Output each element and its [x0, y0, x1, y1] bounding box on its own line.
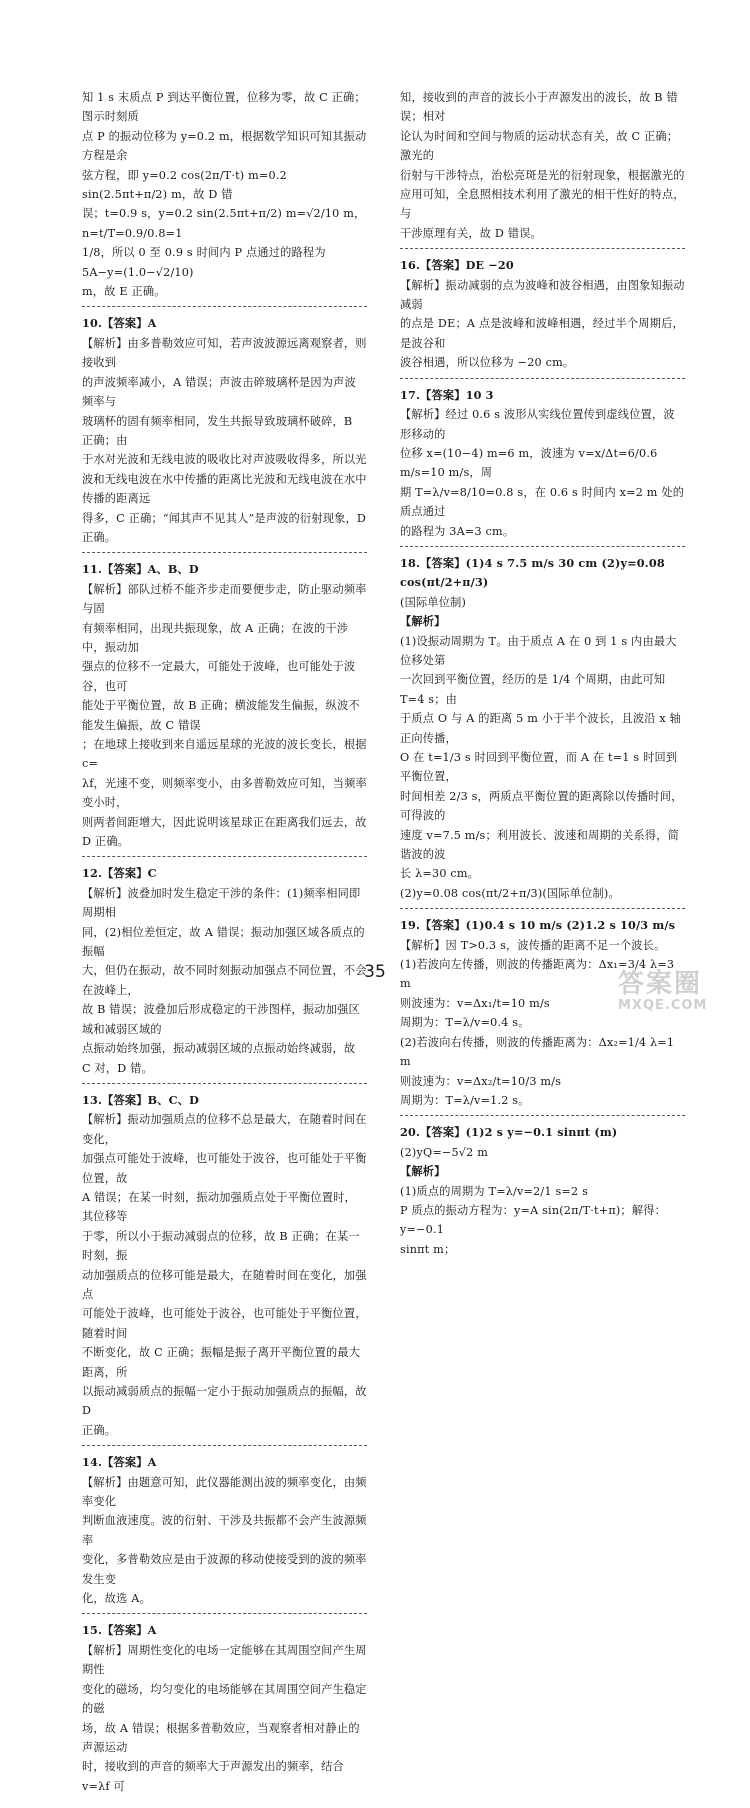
- text-line: ；在地球上接收到来自遥远星球的光波的波长变长，根据 c=: [82, 738, 367, 771]
- text-line: 周期为：T=λ/v=1.2 s。: [400, 1093, 530, 1107]
- text-line: 1/8，所以 0 至 0.9 s 时间内 P 点通过的路程为 5A−y=(1.0−√2/10): [82, 246, 326, 279]
- text-line: 场，故 A 错误；根据多普勒效应，当观察者相对静止的声源运动: [82, 1721, 360, 1754]
- text-line: 【解析】振动加强质点的位移不总是最大，在随着时间在变化，: [82, 1113, 367, 1146]
- q19-answer: 19.【答案】(1)0.4 s 10 m/s (2)1.2 s 10/3 m/s: [400, 918, 676, 933]
- q15-answer: 15.【答案】A: [82, 1623, 157, 1638]
- text-line: (2)若波向右传播，则波的传播距离为：Δx₂=1/4 λ=1 m: [400, 1035, 675, 1069]
- text-line: 变化的磁场，均匀变化的电场能够在其周围空间产生稳定的磁: [82, 1682, 367, 1716]
- q11-answer: 11.【答案】A、B、D: [82, 562, 199, 577]
- q13-block: [82, 1091, 367, 1446]
- text-line: 【解析】周期性变化的电场一定能够在其周围空间产生周期性: [82, 1643, 367, 1677]
- text-line: 玻璃杯的固有频率相同，发生共振导致玻璃杯破碎，B 正确；由: [82, 414, 353, 447]
- text-line: λf，光速不变，则频率变小，由多普勒效应可知，当频率变小时，: [82, 776, 367, 810]
- text-line: 的点是 DE；A 点是波峰和波峰相遇，经过半个周期后，是波谷和: [400, 317, 684, 350]
- text-line: (1)质点的周期为 T=λ/v=2/1 s=2 s: [400, 1184, 589, 1198]
- text-line: 则波速为：v=Δx₁/t=10 m/s: [400, 996, 550, 1010]
- text-line: 论认为时间和空间与物质的运动状态有关，故 C 正确；激光的: [400, 129, 679, 163]
- text-line: 【解析】: [400, 1164, 446, 1179]
- text-line: 化，故选 A。: [82, 1592, 151, 1606]
- q10-answer: 10.【答案】A: [82, 316, 157, 331]
- text-line: 应用可知，全息照相技术利用了激光的相干性好的特点，与: [400, 188, 685, 221]
- left-column: [82, 88, 367, 1808]
- text-line: 衍射与干涉特点，治松亮斑是光的衍射现象，根据激光的: [400, 168, 685, 182]
- text-line: 位移 x=(10−4) m=6 m，波速为 v=x/Δt=6/0.6 m/s=10 m/s，周: [400, 446, 658, 480]
- text-line: 强点的位移不一定最大，可能处于波峰，也可能处于波谷，也可: [82, 660, 356, 693]
- text-line: 点振动始终加强，振动减弱区域的点振动始终减弱，故 C 对，D 错。: [82, 1042, 356, 1075]
- text-line: 不断变化，故 C 正确；振幅是振子离开平衡位置的最大距离，所: [82, 1346, 361, 1379]
- text-line: 时间相差 2/3 s，两质点平衡位置的距离除以传播时间，可得波的: [400, 789, 683, 823]
- text-line: (1)若波向左传播，则波的传播距离为：Δx₁=3/4 λ=3 m: [400, 958, 675, 991]
- text-line: 【解析】: [400, 614, 446, 629]
- q18-answer-unit: (国际单位制): [400, 595, 467, 609]
- text-line: 则两者间距增大，因此说明该星球正在距离我们远去，故 D 正确。: [82, 815, 367, 849]
- text-line: 则波速为：v=Δx₂/t=10/3 m/s: [400, 1074, 562, 1088]
- text-line: 大，但仍在振动，故不同时刻振动加强点不同位置，不会在波峰上，: [82, 964, 367, 997]
- text-line: 故 B 错误；波叠加后形成稳定的干涉图样，振动加强区域和减弱区域的: [82, 1003, 360, 1036]
- q17-answer: 17.【答案】10 3: [400, 387, 494, 402]
- text-line: (2)y=0.08 cos(πt/2+π/3)(国际单位制)。: [400, 886, 620, 900]
- text-line: 有频率相同，出现共振现象，故 A 正确；在波的干涉中，振动加: [82, 621, 349, 654]
- text-line: 一次回到平衡位置，经历的是 1/4 个周期，由此可知 T=4 s；由: [400, 673, 666, 706]
- page-number: 35: [364, 962, 386, 982]
- q15-block: [82, 1621, 367, 1801]
- watermark-logo: [618, 970, 736, 1014]
- text-line: m，故 E 正确。: [82, 285, 166, 299]
- text-line: (1)设振动周期为 T。由于质点 A 在 0 到 1 s 内由最大位移处第: [400, 634, 677, 667]
- text-line: 长 λ=30 cm。: [400, 867, 480, 881]
- text-line: 以振动减弱质点的振幅一定小于振动加强质点的振幅，故 D: [82, 1385, 367, 1418]
- text-line: 能处于平衡位置，故 B 正确；横波能发生偏振，纵波不能发生偏振，故 C 错误: [82, 699, 360, 732]
- q19-block: [400, 916, 685, 1116]
- text-line: O 在 t=1/3 s 时回到平衡位置，而 A 在 t=1 s 时回到平衡位置，: [400, 751, 678, 784]
- q16-block: [400, 256, 685, 378]
- text-line: 同，(2)相位差恒定，故 A 错误；振动加强区域各质点的振幅: [82, 925, 365, 959]
- text-line: 波谷相遇，所以位移为 −20 cm。: [400, 356, 575, 370]
- text-line: 【解析】由题意可知，此仪器能测出波的频率变化，由频率变化: [82, 1475, 367, 1509]
- q14-block: [82, 1453, 367, 1614]
- right-column: [400, 88, 685, 1271]
- text-line: A 错误；在某一时刻，振动加强质点处于平衡位置时，其位移等: [82, 1190, 356, 1224]
- q10-block: [82, 314, 367, 553]
- text-line: 正确。: [82, 1423, 117, 1437]
- q13-answer: 13.【答案】B、C、D: [82, 1092, 200, 1107]
- text-line: 【解析】经过 0.6 s 波形从实线位置传到虚线位置，波形移动的: [400, 408, 675, 441]
- q11-block: [82, 560, 367, 857]
- q9-continuation: [82, 88, 367, 307]
- text-line: 弦方程，即 y=0.2 cos(2π/T·t) m=0.2 sin(2.5πt+π/2) m，故 D 错: [82, 168, 287, 202]
- text-line: 周期为：T=λ/v=0.4 s。: [400, 1016, 530, 1030]
- text-line: 于零，所以小于振动减弱点的位移，故 B 正确；在某一时刻，振: [82, 1229, 360, 1263]
- q20-answer: 20.【答案】(1)2 s y=−0.1 sinπt (m): [400, 1125, 618, 1140]
- text-line: 于质点 O 与 A 的距离 5 m 小于半个波长，且波沿 x 轴正向传播，: [400, 712, 682, 745]
- text-line: 期 T=λ/v=8/10=0.8 s，在 0.6 s 时间内 x=2 m 处的质点通过: [400, 485, 685, 519]
- q20-block: [400, 1123, 685, 1264]
- text-line: 的声波频率减小，A 错误；声波击碎玻璃杯是因为声波频率与: [82, 375, 356, 409]
- text-line: 知 1 s 末质点 P 到达平衡位置，位移为零，故 C 正确；图示时刻质: [82, 91, 366, 124]
- text-line: 知，接收到的声音的波长小于声源发出的波长，故 B 错误；相对: [400, 91, 678, 124]
- text-line: 加强点可能处于波峰，也可能处于波谷，也可能处于平衡位置，故: [82, 1152, 367, 1185]
- q18-block: [400, 554, 685, 909]
- text-line: (2)yQ=−5√2 m: [400, 1145, 489, 1159]
- text-line: 干涉原理有关，故 D 错误。: [400, 226, 542, 240]
- q16-answer: 16.【答案】DE −20: [400, 258, 514, 273]
- text-line: 得多，C 正确；“闻其声不见其人”是声波的衍射现象，D 正确。: [82, 511, 367, 544]
- text-line: 判断血液速度。波的衍射、干涉及共振都不会产生波源频率: [82, 1514, 367, 1547]
- q15-continuation: [400, 88, 685, 249]
- q17-block: [400, 386, 685, 547]
- text-line: 【解析】波叠加时发生稳定干涉的条件：(1)频率相同即周期相: [82, 886, 361, 920]
- text-line: 点 P 的振动位移为 y=0.2 m，根据数学知识可知其振动方程是余: [82, 129, 367, 163]
- watermark-url: MXQE.COM: [618, 998, 708, 1013]
- text-line: 于水对光波和无线电波的吸收比对声波吸收得多，所以光波和无线电波在水中传播的距离比光波和无线电波在水中传播的距离远: [82, 453, 367, 506]
- q18-answer: 18.【答案】(1)4 s 7.5 m/s 30 cm (2)y=0.08 cos(πt/2+π/3): [400, 555, 665, 590]
- text-line: 可能处于波峰，也可能处于波谷，也可能处于平衡位置，随着时间: [82, 1307, 367, 1340]
- q14-answer: 14.【答案】A: [82, 1455, 157, 1470]
- text-line: 【解析】因 T>0.3 s，波传播的距离不足一个波长。: [400, 938, 666, 952]
- text-line: 时，接收到的声音的频率大于声源发出的频率，结合 v=λf 可: [82, 1760, 344, 1793]
- text-line: 变化，多普勒效应是由于波源的移动使接受到的波的频率发生变: [82, 1553, 367, 1586]
- text-line: 【解析】振动减弱的点为波峰和波谷相遇，由图象知振动减弱: [400, 278, 685, 312]
- text-line: 的路程为 3A=3 cm。: [400, 524, 515, 538]
- text-line: 动加强质点的位移可能是最大，在随着时间在变化，加强点: [82, 1268, 367, 1301]
- text-line: P 质点的振动方程为：y=A sin(2π/T·t+π)；解得：y=−0.1: [400, 1203, 666, 1237]
- text-line: sinπt m；: [400, 1242, 456, 1256]
- q12-answer: 12.【答案】C: [82, 866, 157, 881]
- text-line: 速度 v=7.5 m/s；利用波长、波速和周期的关系得，简谐波的波: [400, 828, 680, 862]
- text-line: 【解析】部队过桥不能齐步走而要便步走，防止驱动频率与固: [82, 582, 367, 616]
- text-line: 【解析】由多普勒效应可知，若声波波源远离观察者，则接收到: [82, 336, 367, 370]
- text-line: 误；t=0.9 s，y=0.2 sin(2.5πt+π/2) m=√2/10 m，n=t/T=0.9/0.8=1: [82, 207, 366, 240]
- watermark-brand: 答案圈: [618, 969, 703, 999]
